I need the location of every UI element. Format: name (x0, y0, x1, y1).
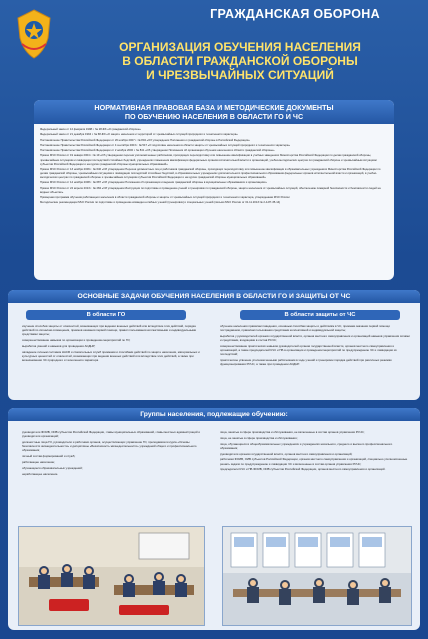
list-item: должностные лица ГО, руководители и работники органов, осуществляющих управление ГО, преподаватели курса «Основы безопасности жизнедеятельности» и дисциплины «Безопасность жизнедеятельности» учреждений общего и профессионального образования; (22, 440, 197, 453)
go-column-title: В области ГО (26, 310, 186, 320)
list-item: изучение способов защиты от опасностей, возникающих при ведении военных действий или вследствие этих действий, порядка действий по сигналам оповещения, приемов оказания первой помощи, правил пользования коллективными и индивидуальными средствами защиты; (22, 324, 197, 337)
classroom-photo (18, 526, 205, 626)
list-item: руководители органов государственной власти, органов местного самоуправления и организаций; (220, 451, 353, 456)
list-item: неработающее население. (22, 471, 59, 476)
groups-title: Группы населения, подлежащие обучению: (8, 408, 420, 421)
list-item: выработка умений и навыков для проведения АСДНР; (22, 344, 96, 348)
list-item: совершенствование практических навыков руководителей органов государственной власти, органов местного самоуправления и организаций, а также председателей КЧС и ПБ в организации и проведении мероприятий по предупреждению ЧС и ликвидации их последствий; (220, 344, 397, 357)
document-item: Постановление Правительства Российской Федерации от 4 сентября 2003 г. № 547 «О подготовке населения в области защиты от чрезвычайных ситуаций природного и техногенного характера» (40, 143, 290, 147)
list-item: лица, обучающиеся в общеобразовательных учреждениях и учреждениях начального, среднего и высшего профессионального образования; (220, 441, 393, 450)
title-line-3: И ЧРЕЗВЫЧАЙНЫХ СИТУАЦИЙ (146, 68, 334, 82)
groups-panel (8, 408, 420, 630)
list-item: лица, занятые в сфере производства и обслуживания, не включенные в состав органов управления РСЧС; (220, 430, 365, 434)
documents-list (40, 128, 388, 207)
training-class-photo (222, 526, 412, 626)
documents-title (34, 100, 394, 124)
cs-tasks-list (220, 324, 410, 368)
documents-title-line-2: ПО ОБУЧЕНИЮ НАСЕЛЕНИЯ В ОБЛАСТИ ГО И ЧС (124, 112, 304, 121)
document-item: Приказ МЧС России от 19 января 2004 г. № 19 «Об утверждении перечня уполномоченных работников, проходящих переподготовку или повышение квалификации в учебных заведениях Министерства Российской Федерации по делам гражданской обороны, чрезвычайным ситуациям и ликвидации последствий стихийных бедствий, учреждениях повышения квалификации федеральных органов исполнительной власти и организаций, учебно-методических центрах по гражданской обороне и чрезвычайным ситуациям субъектов Российской Федерации и на курсах гражданской обороны муниципальных образований» (40, 154, 377, 166)
list-item: работающее население; (22, 460, 55, 464)
document-item: Приказ МЧС России от 14 ноября 2008 г. № 687 «Об утверждении Положения об организации и ведении гражданской обороны в муниципальных образованиях и организациях» (40, 181, 267, 185)
document-item: Постановление Правительства Российской Федерации от 2 ноября 2000 г. № 841 «Об утверждении Положения об организации обучения населения в области гражданской обороны» (40, 149, 275, 153)
list-item: руководители ФОИВ, ОИВ субъектов Российской Федерации, главы муниципальных образований, главы местных администраций и руководители организаций; (22, 430, 200, 439)
tasks-title: ОСНОВНЫЕ ЗАДАЧИ ОБУЧЕНИЯ НАСЕЛЕНИЯ В ОБЛАСТИ ГО И ЗАЩИТЫ ОТ ЧС (8, 290, 420, 303)
list-item: обучающиеся образовательных учреждений; (22, 465, 83, 470)
list-item: личный состав формирований и служб; (22, 454, 76, 459)
groups-left-list (22, 430, 202, 477)
document-item: Приказ МЧС России от 24 апреля 2013 г. № 284 «Об утверждении Инструкции по подготовке и проведению учений и тренировок по гражданской обороне, защите населения от чрезвычайных ситуаций, обеспечению пожарной безопасности и безопасности людей на водных объектах» (40, 186, 381, 194)
documents-panel (34, 100, 394, 280)
list-item: практическое усвоение уполномоченными работниками в ходе учений и тренировок порядка действий при различных режимах функционирования РСЧС, а также при проведении АСДНР. (220, 358, 392, 367)
list-item: овладение личным составом НАСФ и спасательных служб приемами и способами действий по защите населения, материальных и культурных ценностей от опасностей, возникающих при ведении военных действий или вследствие этих действий, а также при возникновении ЧС природного и техногенного характера (22, 349, 200, 363)
title-line-1: ОРГАНИЗАЦИЯ ОБУЧЕНИЯ НАСЕЛЕНИЯ (119, 40, 361, 54)
list-item: совершенствование навыков по организации и проведению мероприятий по ГО; (22, 338, 131, 343)
list-item: работники ФОИВ, ОИВ субъектов Российской Федерации, органов местного самоуправления и организаций, специально уполномоченные решать задачи по предупреждению и ликвидации ЧС и включенные в состав органов управления РСЧС; (220, 457, 408, 466)
page-title (60, 40, 420, 82)
documents-title-line-1: НОРМАТИВНАЯ ПРАВОВАЯ БАЗА И МЕТОДИЧЕСКИЕ ДОКУМЕНТЫ (94, 103, 334, 112)
document-item: Примерная программа обучения работающего населения в области гражданской обороны и защиты от чрезвычайных ситуаций природного и техногенного характера, утвержденная МЧС России (40, 196, 290, 199)
mchs-emblem-icon (14, 8, 54, 60)
document-item: Постановление Правительства Российской Федерации от 26 ноября 2007 г. № 804 «Об утверждении Положения о гражданской обороне в Российской Федерации» (40, 138, 250, 142)
document-item: Приказ МЧС России от 13 ноября 2006 г. № 646 «Об утверждении Перечня должностных лиц и работников гражданской обороны, проходящих переподготовку или повышение квалификации в образовательных учреждениях Министерства Российской Федерации по делам гражданской обороны, чрезвычайным ситуациям и ликвидации последствий стихийных бедствий, в образовательных учреждениях дополнительного профессионального образования федеральных органов исполнительной власти и организаций, в учебно-методических центрах по гражданской обороне и чрезвычайным ситуациям субъектов Российской Федерации и на курсах гражданской обороны муниципальных образований» (40, 167, 381, 180)
document-item: Федеральный закон от 12 февраля 1998 г. № 28-ФЗ «О гражданской обороне» (40, 128, 141, 131)
list-item: обучение населения правилам поведения, основным способам защиты и действиям в ЧС, приемам оказания первой помощи пострадавшим, правилам пользования средствами коллективной и индивидуальной защиты; (220, 324, 390, 333)
list-item: председатели КЧС и ПБ ФОИВ, ОИВ субъектов Российской Федерации, органов местного самоуправления и организаций. (220, 467, 386, 472)
document-item: Федеральный закон от 21 декабря 1994 г. № 68-ФЗ «О защите населения и территорий от чрезвычайных ситуаций природного и техногенного характера» (40, 133, 238, 137)
cs-column-title: В области защиты от ЧС (240, 310, 400, 320)
org-title: ГРАЖДАНСКАЯ ОБОРОНА (210, 7, 380, 21)
document-item: Методические рекомендации МЧС России по подготовке и проведению командно-штабных учений (тренировок) и специальных учений (письмо МЧС России от 01.11.2013 № 2-4-87-35-14) (40, 201, 281, 205)
go-tasks-list (22, 324, 200, 364)
tasks-panel (8, 290, 420, 400)
list-item: выработка у руководителей органов государственной власти, органов местного самоуправления и организаций навыков управления силами и средствами, входящими в состав РСЧС; (220, 334, 410, 343)
groups-right-list (220, 430, 410, 473)
title-line-2: В ОБЛАСТИ ГРАЖДАНСКОЙ ОБОРОНЫ (122, 54, 358, 68)
list-item: лица, не занятые в сфере производства и обслуживания; (220, 435, 298, 440)
